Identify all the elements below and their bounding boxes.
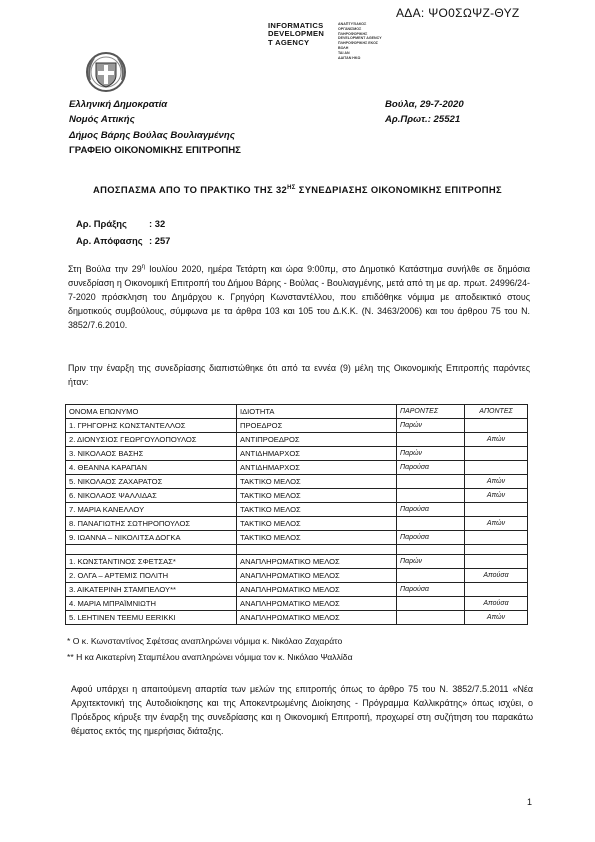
table-cell: ΑΝΑΠΛΗΡΩΜΑΤΙΚΟ ΜΕΛΟΣ bbox=[237, 555, 397, 569]
table-cell bbox=[465, 583, 528, 597]
table-row bbox=[66, 611, 528, 625]
table-cell bbox=[397, 545, 465, 555]
table-cell: 4. ΜΑΡΙΑ ΜΠΡΑΪΜΝΙΩΤΗ bbox=[66, 597, 237, 611]
table-cell: 1. ΓΡΗΓΟΡΗΣ ΚΩΝΣΤΑΝΤΕΛΛΟΣ bbox=[66, 419, 237, 433]
table-cell: Παρούσα bbox=[397, 461, 465, 475]
table-cell: ΟΝΟΜΑ ΕΠΩΝΥΜΟ bbox=[66, 405, 237, 419]
attendance-table bbox=[65, 404, 528, 625]
prefecture-label: Νομός Αττικής bbox=[69, 114, 135, 126]
table-cell: Απών bbox=[465, 517, 528, 531]
table-header-row bbox=[66, 405, 528, 419]
table-cell: 3. ΝΙΚΟΛΑΟΣ ΒΑΣΗΣ bbox=[66, 447, 237, 461]
table-cell: 9. ΙΩΑΝΝΑ – ΝΙΚΟΛΙΤΣΑ ΔΟΓΚΑ bbox=[66, 531, 237, 545]
decision-number-label: Αρ. Απόφασης bbox=[76, 235, 143, 246]
ida-logo-line: INFORMATICS bbox=[268, 21, 324, 30]
table-row bbox=[66, 517, 528, 531]
table-separator-row bbox=[66, 545, 528, 555]
table-cell: 1. ΚΩΝΣΤΑΝΤΙΝΟΣ ΣΦΕΤΣΑΣ* bbox=[66, 555, 237, 569]
table-cell bbox=[465, 447, 528, 461]
ada-code: ΑΔΑ: ΨΟ0ΣΩΨΖ-ΘΥΖ bbox=[396, 6, 520, 20]
table-cell: ΠΡΟΕΔΡΟΣ bbox=[237, 419, 397, 433]
quorum-confirmation-paragraph: Αφού υπάρχει η απαιτούμενη απαρτία των μελών της επιτροπής όπως το άρθρο 75 του Ν. 3852/7.5.2011 «Νέα Αρχιτεκτονική της Αυτοδιοίκησης και της Αποκεντρωμένης Διοίκησης - Πρόγραμμα Καλλικράτης» όπως ισχύει, ο Πρόεδρος κήρυξε την έναρξη της συνεδρίασης και η Οικονομική Επιτροπή, προχωρεί στη συζήτηση του παρακάτω θέματος εκτός της ημερήσιας διάταξης. bbox=[71, 684, 533, 736]
table-row bbox=[66, 489, 528, 503]
table-cell: 2. ΟΛΓΑ – ΑΡΤΕΜΙΣ ΠΟΛΙΤΗ bbox=[66, 569, 237, 583]
table-row bbox=[66, 531, 528, 545]
table-cell: ΑΝΤΙΠΡΟΕΔΡΟΣ bbox=[237, 433, 397, 447]
table-row bbox=[66, 583, 528, 597]
decision-number-value: : 257 bbox=[149, 235, 171, 246]
table-cell bbox=[397, 433, 465, 447]
office-label: ΓΡΑΦΕΙΟ ΟΙΚΟΝΟΜΙΚΗΣ ΕΠΙΤΡΟΠΗΣ bbox=[69, 145, 241, 157]
table-cell: 8. ΠΑΝΑΓΙΩΤΗΣ ΣΩΤΗΡΟΠΟΥΛΟΣ bbox=[66, 517, 237, 531]
footnotes bbox=[67, 633, 353, 665]
table-row bbox=[66, 447, 528, 461]
header-left bbox=[69, 97, 241, 159]
table-cell: Παρούσα bbox=[397, 503, 465, 517]
table-cell bbox=[465, 503, 528, 517]
ida-small-line: ΑΝΑΠΤΥΞΙΑΚΟΣ bbox=[338, 22, 367, 26]
footnote: * Ο κ. Κωνσταντίνος Σφέτσας αναπληρώνει νόμιμα κ. Νικόλαο Ζαχαράτο bbox=[67, 636, 343, 646]
municipality-label: Δήμος Βάρης Βούλας Βουλιαγμένης bbox=[69, 129, 235, 141]
table-cell: Απών bbox=[465, 489, 528, 503]
protocol-number: Αρ.Πρωτ.: 25521 bbox=[385, 114, 461, 126]
table-cell: ΑΝΤΙΔΗΜΑΡΧΟΣ bbox=[237, 447, 397, 461]
act-number-value: : 32 bbox=[149, 218, 166, 229]
ida-small-line: ΠΛΗΡΟΦΟΡΙΚΗΣ ΕΚΟΣ bbox=[338, 41, 379, 46]
table-cell bbox=[397, 489, 465, 503]
table-cell bbox=[397, 517, 465, 531]
table-cell bbox=[465, 531, 528, 545]
intro-text-start: Στη Βούλα την 29 bbox=[68, 263, 142, 274]
table-cell: ΙΔΙΟΤΗΤΑ bbox=[237, 405, 397, 419]
ida-logo-line: T AGENCY bbox=[268, 37, 310, 47]
footnote: ** Η κα Αικατερίνη Σταμπέλου αναπληρώνει νόμιμα τον κ. Νικόλαο Ψαλλίδα bbox=[67, 652, 353, 662]
table-cell bbox=[397, 611, 465, 625]
decision-numbers bbox=[76, 215, 170, 249]
ida-small-line: ΠΛΗΡΟΦΟΡΙΚΗΣ bbox=[338, 31, 368, 36]
table-cell: ΑΝΑΠΛΗΡΩΜΑΤΙΚΟ ΜΕΛΟΣ bbox=[237, 597, 397, 611]
table-cell: ΤΑΚΤΙΚΟ ΜΕΛΟΣ bbox=[237, 475, 397, 489]
table-cell: Παρών bbox=[397, 555, 465, 569]
page-number: 1 bbox=[527, 797, 533, 807]
table-cell: ΤΑΚΤΙΚΟ ΜΕΛΟΣ bbox=[237, 503, 397, 517]
table-cell: 3. ΑΙΚΑΤΕΡΙΝΗ ΣΤΑΜΠΕΛΟΥ** bbox=[66, 583, 237, 597]
table-cell bbox=[397, 475, 465, 489]
table-row bbox=[66, 597, 528, 611]
table-cell: ΑΝΤΙΔΗΜΑΡΧΟΣ bbox=[237, 461, 397, 475]
ida-logo-small-text bbox=[338, 22, 382, 60]
table-cell: 5. ΝΙΚΟΛΑΟΣ ΖΑΧΑΡΑΤΟΣ bbox=[66, 475, 237, 489]
title-text-end: ΣΥΝΕΔΡΙΑΣΗΣ ΟΙΚΟΝΟΜΙΚΗΣ ΕΠΙΤΡΟΠΗΣ bbox=[295, 184, 503, 195]
table-row bbox=[66, 433, 528, 447]
document-title bbox=[0, 184, 595, 195]
table-cell: Απούσα bbox=[465, 569, 528, 583]
ida-small-line: ΟΡΓΑΝΙΣΜΟΣ bbox=[338, 26, 362, 31]
table-cell: Παρών bbox=[397, 419, 465, 433]
ida-small-line: DEVELOPMENT AGENCY bbox=[338, 36, 382, 41]
header-right bbox=[385, 97, 464, 128]
greek-coat-of-arms-icon bbox=[84, 50, 128, 94]
table-cell bbox=[465, 419, 528, 433]
table-row bbox=[66, 419, 528, 433]
table-cell bbox=[397, 569, 465, 583]
table-cell: ΑΝΑΠΛΗΡΩΜΑΤΙΚΟ ΜΕΛΟΣ bbox=[237, 583, 397, 597]
table-cell: ΤΑΚΤΙΚΟ ΜΕΛΟΣ bbox=[237, 531, 397, 545]
table-cell: Απούσα bbox=[465, 597, 528, 611]
table-cell: 7. ΜΑΡΙΑ ΚΑΝΕΛΛΟΥ bbox=[66, 503, 237, 517]
intro-paragraph bbox=[68, 260, 530, 332]
title-superscript: ΗΣ bbox=[287, 184, 296, 191]
document-date: Βούλα, 29-7-2020 bbox=[385, 99, 464, 110]
ida-logo-line: DEVELOPMEN bbox=[268, 29, 325, 39]
ida-small-line: ΤΑΙ ΑΝ bbox=[338, 50, 350, 55]
table-cell: Παρούσα bbox=[397, 583, 465, 597]
table-cell bbox=[465, 545, 528, 555]
ida-small-line: ΒΟΛΗ bbox=[338, 45, 349, 50]
ida-small-line: ΔΑΙΤΑΝ ΗΚΩ bbox=[338, 55, 361, 60]
table-cell: Παρών bbox=[397, 447, 465, 461]
table-cell: ΑΠΟΝΤΕΣ bbox=[465, 405, 528, 419]
intro-superscript: η bbox=[141, 264, 145, 270]
table-cell bbox=[465, 555, 528, 569]
ida-logo bbox=[268, 21, 408, 60]
table-cell: 2. ΔΙΟΝΥΣΙΟΣ ΓΕΩΡΓΟΥΛΟΠΟΥΛΟΣ bbox=[66, 433, 237, 447]
country-label: Ελληνική Δημοκρατία bbox=[69, 99, 168, 110]
table-cell: ΤΑΚΤΙΚΟ ΜΕΛΟΣ bbox=[237, 517, 397, 531]
table-row bbox=[66, 475, 528, 489]
title-text: ΑΠΟΣΠΑΣΜΑ ΑΠΟ ΤΟ ΠΡΑΚΤΙΚΟ ΤΗΣ 32 bbox=[92, 184, 288, 195]
intro-text-rest: Ιουλίου 2020, ημέρα Τετάρτη και ώρα 9:00πμ, στο Δημοτικό Κατάστημα συνήλθε σε δημόσια συνεδρίαση η Οικονομική Επιτροπή του Δήμου Βάρης - Βούλας - Βουλιαγμένης, μετά από τη με αρ. πρωτ. 24996/24-7-2020 πρόσκληση του Δημάρχου κ. Γρηγόρη Κωνσταντέλλου, που επιδόθηκε νόμιμα με αποδεικτικό στους δημοτικούς συμβούλους, σύμφωνα με τα άρθρα 103 και 105 του Δ.Κ.Κ. (Ν. 3463/2006) και του άρθρου 75 του Ν. 3852/7.6.2010. bbox=[68, 263, 530, 330]
table-row bbox=[66, 503, 528, 517]
table-cell: Απών bbox=[465, 611, 528, 625]
table-cell: Παρούσα bbox=[397, 531, 465, 545]
table-cell bbox=[66, 545, 237, 555]
table-cell: 4. ΘΕΑΝΝΑ ΚΑΡΑΠΑΝ bbox=[66, 461, 237, 475]
table-cell: Απών bbox=[465, 433, 528, 447]
table-cell bbox=[237, 545, 397, 555]
table-cell: ΑΝΑΠΛΗΡΩΜΑΤΙΚΟ ΜΕΛΟΣ bbox=[237, 569, 397, 583]
table-row bbox=[66, 555, 528, 569]
table-cell: ΠΑΡΟΝΤΕΣ bbox=[397, 405, 465, 419]
table-cell: 6. ΝΙΚΟΛΑΟΣ ΨΑΛΛΙΔΑΣ bbox=[66, 489, 237, 503]
table-cell: ΤΑΚΤΙΚΟ ΜΕΛΟΣ bbox=[237, 489, 397, 503]
table-cell: Απών bbox=[465, 475, 528, 489]
table-cell bbox=[465, 461, 528, 475]
table-cell: ΑΝΑΠΛΗΡΩΜΑΤΙΚΟ ΜΕΛΟΣ bbox=[237, 611, 397, 625]
table-row bbox=[66, 461, 528, 475]
act-number-label: Αρ. Πράξης bbox=[76, 218, 127, 229]
table-row bbox=[66, 569, 528, 583]
table-cell bbox=[397, 597, 465, 611]
quorum-paragraph: Πριν την έναρξη της συνεδρίασης διαπιστώθηκε ότι από τα εννέα (9) μέλη της Οικονομικής Επιτροπής παρόντες ήταν: bbox=[68, 363, 530, 387]
table-cell: 5. LEHTINEN TEEMU EERIKKI bbox=[66, 611, 237, 625]
